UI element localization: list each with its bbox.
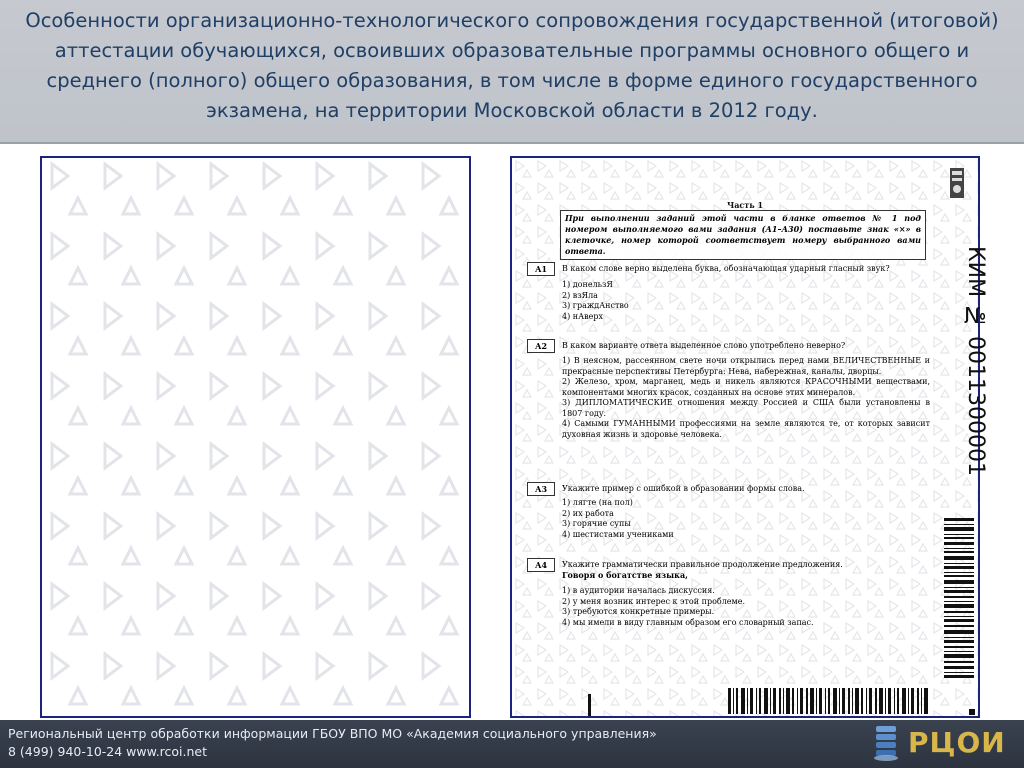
- option: 4) мы имели в виду главным образом его словарный запас.: [562, 617, 814, 627]
- exam-sheet-page: [510, 156, 988, 718]
- server-stack-icon: [872, 724, 904, 762]
- slide-header: [0, 0, 1024, 144]
- question-label: А4: [527, 558, 555, 572]
- watermark-pattern: [42, 158, 469, 716]
- question-subtext: Говоря о богатстве языка,: [562, 570, 688, 580]
- question-options: [562, 586, 930, 628]
- question-label: А1: [527, 262, 555, 276]
- blank-form-page: [40, 156, 471, 718]
- option: 4) Самыми ГУМАННЫМИ профессиями на земле являются те, от которых зависит духовная жизнь и здоровье человека.: [562, 419, 930, 439]
- option: 1) донельзЯ: [562, 280, 613, 289]
- question-options: [562, 280, 930, 322]
- alignment-mark: [588, 694, 591, 716]
- kim-number: КИМ № 0011300001: [963, 246, 988, 477]
- question-text: В каком варианте ответа выделенное слово употреблено неверно?: [562, 341, 846, 350]
- question-options: [562, 356, 930, 440]
- question-text: Укажите пример с ошибкой в образовании формы слова.: [562, 484, 805, 493]
- option: 1) лягте (на пол): [562, 498, 633, 507]
- question-label: А3: [527, 482, 555, 496]
- option: 4) шестистами учениками: [562, 529, 674, 539]
- option: 4) нАверх: [562, 311, 604, 321]
- option: 3) горячие супы: [562, 519, 631, 528]
- slide-title: Особенности организационно-технологического сопровождения государственной (итоговой) аттестации обучающихся, освоивших образовательные программы основного общего и среднего (полного) общего образования, в том числе в форме единого государственного экзамена, на территории Московской области в 2012 году.: [25, 9, 999, 122]
- option: 2) у меня возник интерес к этой проблеме.: [562, 596, 746, 606]
- question-options: [562, 498, 930, 540]
- question-text: В каком слове верно выделена буква, обозначающая ударный гласный звук?: [562, 264, 890, 273]
- logo-text: РЦОИ: [908, 726, 1006, 759]
- instruction-box: При выполнении заданий этой части в бланке ответов № 1 под номером выполняемого вами задания (А1–А30) поставьте знак «×» в клеточке, номер которой соответствует номеру выбранного вами ответа.: [560, 210, 926, 260]
- option: 2) взЯла: [562, 290, 598, 300]
- vertical-barcode-icon: [944, 518, 974, 678]
- qr-code-icon: [950, 168, 964, 198]
- horizontal-barcode-icon: [728, 688, 928, 714]
- option: 2) Железо, хром, марганец, медь и никель являются КРАСОЧНЫМИ веществами, компонентами многих красок, созданных на основе этих минералов.: [562, 377, 930, 397]
- question-text: Укажите грамматически правильное продолжение предложения.: [562, 560, 843, 569]
- corner-mark: [969, 709, 975, 715]
- option: 3) ДИПЛОМАТИЧЕСКИЕ отношения между Россией и США были установлены в 1807 году.: [562, 398, 930, 418]
- option: 1) в аудитории началась дискуссия.: [562, 586, 715, 595]
- option: 2) их работа: [562, 508, 614, 518]
- part-title: Часть 1: [726, 200, 764, 210]
- option: 3) граждАнство: [562, 301, 629, 310]
- option: 3) требуются конкретные примеры.: [562, 607, 715, 616]
- option: 1) В неясном, рассеянном свете ночи открылись перед нами ВЕЛИЧЕСТВЕННЫЕ и прекрасные перспективы Петербурга: Нева, набережная, каналы, дворцы.: [562, 356, 930, 376]
- footer-organization: Региональный центр обработки информации ГБОУ ВПО МО «Академия социального управления»: [8, 726, 657, 741]
- rcoi-logo: [868, 720, 1018, 766]
- question-label: А2: [527, 339, 555, 353]
- footer-contacts: 8 (499) 940-10-24 www.rcoi.net: [8, 744, 208, 759]
